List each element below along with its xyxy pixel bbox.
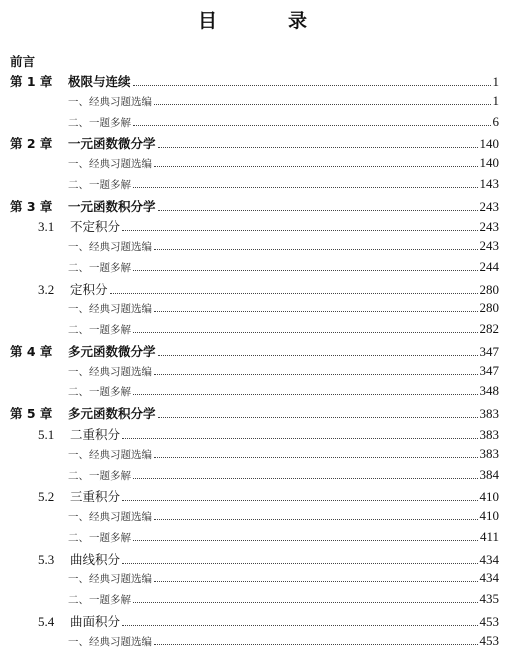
- toc-section-entry[interactable]: [10, 612, 499, 633]
- page-title: 目 录: [197, 10, 333, 32]
- toc-sub-entry[interactable]: [10, 321, 499, 342]
- toc-sub-entry[interactable]: [10, 633, 499, 654]
- toc-entry-title: 二、一题多解: [68, 178, 131, 191]
- toc-entry-page: 453: [479, 613, 499, 629]
- toc-entry-title: 一、经典习题选编: [68, 303, 152, 316]
- toc-sub-entry[interactable]: [10, 508, 499, 529]
- toc-entry-number: 第 5 章: [10, 406, 53, 422]
- toc-entry-label: [68, 94, 152, 109]
- toc-entry-title: 一、经典习题选编: [68, 95, 152, 108]
- toc-entry-page: 347: [479, 343, 499, 359]
- toc-entry-label: [68, 571, 152, 586]
- toc-sub-entry[interactable]: [10, 300, 499, 321]
- dot-leader: [154, 374, 478, 375]
- dot-leader: [154, 644, 478, 645]
- toc-entry-title: 一、经典习题选编: [68, 365, 152, 378]
- dot-leader: [133, 394, 478, 395]
- dot-leader: [158, 417, 478, 418]
- toc-entry-title: 二重积分: [70, 427, 121, 443]
- toc-entry-page: 280: [479, 300, 499, 316]
- dot-leader: [154, 166, 478, 167]
- toc-entry-title: 三重积分: [70, 489, 121, 505]
- toc-entry-label: [68, 239, 152, 254]
- toc-entry-title: 一、经典习题选编: [68, 573, 152, 586]
- dot-leader: [133, 187, 478, 188]
- toc-entry-label: [38, 280, 108, 298]
- toc-sub-entry[interactable]: [10, 176, 499, 197]
- toc-entry-title: 定积分: [70, 281, 108, 297]
- toc-entry-title: 一、经典习题选编: [68, 448, 152, 461]
- toc-chapter-entry[interactable]: [10, 134, 499, 155]
- dot-leader: [133, 602, 478, 603]
- toc-entry-label: [68, 530, 131, 545]
- toc-entry-label: [68, 156, 152, 171]
- toc-chapter-entry[interactable]: [10, 342, 499, 363]
- toc-chapter-entry[interactable]: [10, 404, 499, 425]
- toc-entry-number: 3.1: [38, 219, 55, 235]
- toc-entry-label: [10, 342, 156, 360]
- toc-entry-page: 383: [479, 445, 499, 461]
- toc-sub-entry[interactable]: [10, 383, 499, 404]
- toc-section-entry[interactable]: [10, 487, 499, 508]
- toc-entry-title: 极限与连续: [68, 74, 131, 89]
- toc-entry-page: 1: [492, 74, 499, 89]
- toc-entry-label: [38, 612, 120, 630]
- toc-entry-title: 一、经典习题选编: [68, 158, 152, 171]
- dot-leader: [133, 85, 491, 86]
- toc-entry-page: 140: [479, 155, 499, 171]
- toc-sub-entry[interactable]: [10, 570, 499, 591]
- toc-entry-label: [10, 72, 131, 90]
- dot-leader: [122, 500, 477, 501]
- toc-entry-page: 282: [479, 321, 499, 337]
- toc-entry-title: 一、经典习题选编: [68, 635, 152, 648]
- dot-leader: [154, 104, 491, 105]
- toc-sub-entry[interactable]: [10, 238, 499, 259]
- toc-entry-label: [68, 634, 152, 649]
- dot-leader: [158, 210, 478, 211]
- toc-entry-page: 383: [479, 406, 499, 422]
- dot-leader: [133, 270, 478, 271]
- toc-entry-title: 一、经典习题选编: [68, 241, 152, 254]
- dot-leader: [122, 230, 477, 231]
- toc-entry-title: 二、一题多解: [68, 531, 131, 544]
- toc-entry-label: [38, 550, 120, 568]
- dot-leader: [158, 147, 478, 148]
- toc-entry-page: 384: [479, 466, 499, 482]
- toc-entry-page: 243: [479, 219, 499, 235]
- toc-entry-page: 243: [479, 238, 499, 254]
- toc-entry-page: 453: [479, 632, 499, 648]
- toc-entry-label: [38, 487, 120, 505]
- toc-entry-label: [10, 404, 156, 422]
- toc-sub-entry[interactable]: [10, 446, 499, 467]
- dot-leader: [110, 293, 478, 294]
- dot-leader: [154, 249, 478, 250]
- toc-entry-page: 143: [479, 175, 499, 191]
- toc-entry-title: 二、一题多解: [68, 116, 131, 129]
- toc-entry-label: [68, 364, 152, 379]
- toc-entry-number: 第 1 章: [10, 74, 53, 89]
- dot-leader: [158, 355, 478, 356]
- dot-leader: [133, 125, 491, 126]
- dot-leader: [133, 478, 478, 479]
- toc-entry-page: 243: [479, 198, 499, 214]
- toc-entry-label: [10, 134, 156, 152]
- toc-entry-title: 多元函数积分学: [68, 406, 156, 422]
- toc-entry-title: 曲面积分: [70, 613, 121, 629]
- toc-entry-label: [68, 260, 131, 275]
- toc-entry-title: 多元函数微分学: [68, 343, 156, 359]
- toc-chapter-entry[interactable]: [10, 72, 499, 93]
- toc-entry-title: 二、一题多解: [68, 386, 131, 399]
- toc-section-entry[interactable]: [10, 550, 499, 571]
- toc-entry-label: [68, 301, 152, 316]
- toc-section-entry[interactable]: [10, 217, 499, 238]
- dot-leader: [154, 581, 478, 582]
- dot-leader: [122, 563, 477, 564]
- toc-entry-title: 二、一题多解: [68, 469, 131, 482]
- toc-entry-title: 二、一题多解: [68, 594, 131, 607]
- dot-leader: [154, 519, 478, 520]
- toc-entry-title: 一、经典习题选编: [68, 511, 152, 524]
- toc-entry-page: 348: [479, 383, 499, 399]
- toc-entry-page: 434: [479, 570, 499, 586]
- toc-section-entry[interactable]: [10, 280, 499, 301]
- toc-entry-title: 不定积分: [70, 219, 121, 235]
- toc-sub-entry[interactable]: [10, 114, 499, 135]
- toc-entry-number: 5.2: [38, 489, 55, 505]
- toc-entry-label: [38, 217, 120, 235]
- toc-entry-page: 244: [479, 258, 499, 274]
- toc-entry-page: 410: [479, 508, 499, 524]
- toc-entry-label: [68, 177, 131, 192]
- toc-entry-number: 第 4 章: [10, 343, 53, 359]
- toc-entry-title: 二、一题多解: [68, 324, 131, 337]
- toc-sub-entry[interactable]: [10, 259, 499, 280]
- toc-entry-label: [10, 197, 156, 215]
- toc-entry-page: 410: [479, 489, 499, 505]
- toc-entry-label: [68, 509, 152, 524]
- toc-sub-entry[interactable]: [10, 529, 499, 550]
- toc-sub-entry[interactable]: [10, 363, 499, 384]
- toc-sub-entry[interactable]: [10, 467, 499, 488]
- toc-entry-page: 435: [479, 591, 499, 607]
- toc-entry-label: [68, 115, 131, 130]
- toc-sub-entry[interactable]: [10, 591, 499, 612]
- toc-entry-number: 第 2 章: [10, 136, 53, 152]
- toc-entry-number: 第 3 章: [10, 198, 53, 214]
- dot-leader: [122, 438, 477, 439]
- toc-entry-page: 1: [492, 92, 499, 108]
- dot-leader: [122, 625, 477, 626]
- toc-sub-entry[interactable]: [10, 93, 499, 114]
- toc-entry-title: 一元函数积分学: [68, 198, 156, 214]
- toc-entry-page: 6: [492, 113, 499, 129]
- toc-entry-page: 140: [479, 136, 499, 152]
- toc-preface: 前言: [10, 54, 36, 69]
- dot-leader: [154, 311, 478, 312]
- toc-entry-number: 5.1: [38, 427, 55, 443]
- toc-entry-label: [68, 468, 131, 483]
- toc-entry-label: [68, 447, 152, 462]
- toc-entry-number: 3.2: [38, 281, 55, 297]
- dot-leader: [154, 457, 478, 458]
- toc-section-entry[interactable]: [10, 425, 499, 446]
- toc-entry-label: [38, 425, 120, 443]
- dot-leader: [133, 332, 478, 333]
- toc-entry-page: 434: [479, 551, 499, 567]
- toc-entry-title: 一元函数微分学: [68, 136, 156, 152]
- table-of-contents: [10, 72, 499, 653]
- toc-entry-title: 二、一题多解: [68, 261, 131, 274]
- toc-entry-page: 383: [479, 427, 499, 443]
- toc-entry-page: 347: [479, 362, 499, 378]
- toc-entry-number: 5.3: [38, 551, 55, 567]
- toc-entry-page: 411: [479, 528, 499, 544]
- toc-entry-label: [68, 592, 131, 607]
- toc-entry-number: 5.4: [38, 613, 55, 629]
- toc-sub-entry[interactable]: [10, 155, 499, 176]
- toc-entry-label: [68, 322, 131, 337]
- toc-chapter-entry[interactable]: [10, 197, 499, 218]
- dot-leader: [133, 540, 478, 541]
- toc-entry-label: [68, 384, 131, 399]
- toc-entry-title: 曲线积分: [70, 551, 121, 567]
- toc-entry-page: 280: [479, 281, 499, 297]
